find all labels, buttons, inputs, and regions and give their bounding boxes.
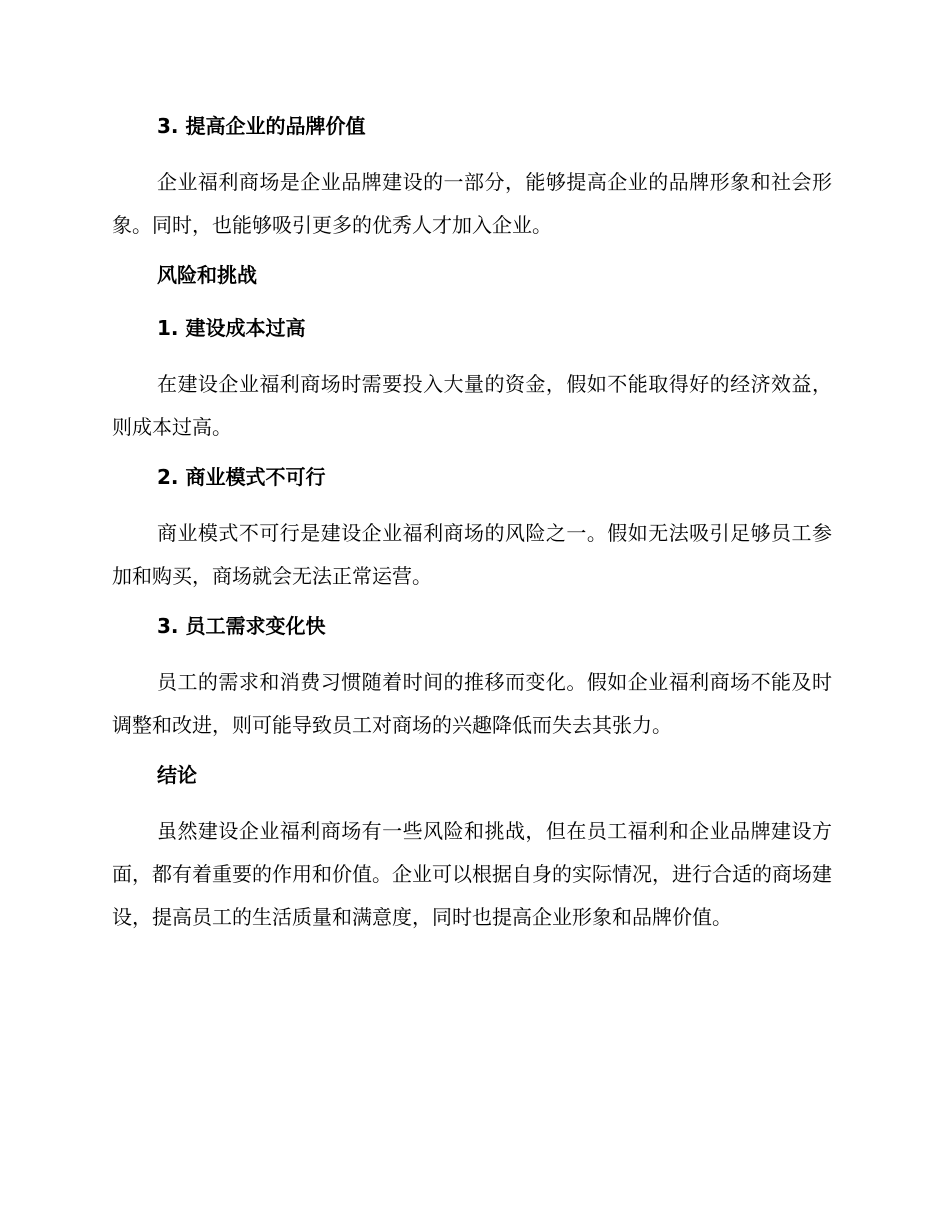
section-heading-business-model: 2. 商业模式不可行	[157, 465, 326, 489]
section-heading-conclusion: 结论	[157, 763, 197, 787]
paragraph-brand-value: 企业福利商场是企业品牌建设的一部分，能够提高企业的品牌形象和社会形象。同时，也能够吸引更多的优秀人才加入企业。	[112, 170, 832, 237]
paragraph-conclusion: 虽然建设企业福利商场有一些风险和挑战，但在员工福利和企业品牌建设方面，都有着重要的作用和价值。企业可以根据自身的实际情况，进行合适的商场建设，提高员工的生活质量和满意度，同时也提高企业形象和品牌价值。	[112, 819, 832, 929]
paragraph-business-model: 商业模式不可行是建设企业福利商场的风险之一。假如无法吸引足够员工参加和购买，商场就会无法正常运营。	[112, 521, 832, 588]
section-heading-brand-value: 3. 提高企业的品牌价值	[157, 114, 366, 138]
paragraph-high-cost: 在建设企业福利商场时需要投入大量的资金，假如不能取得好的经济效益，则成本过高。	[112, 372, 832, 439]
document-body	[112, 108, 832, 949]
paragraph-changing-needs: 员工的需求和消费习惯随着时间的推移而变化。假如企业福利商场不能及时调整和改进，则可能导致员工对商场的兴趣降低而失去其张力。	[112, 670, 832, 737]
section-heading-high-cost: 1. 建设成本过高	[157, 316, 306, 340]
section-heading-risks: 风险和挑战	[157, 263, 257, 287]
section-heading-changing-needs: 3. 员工需求变化快	[157, 614, 326, 638]
